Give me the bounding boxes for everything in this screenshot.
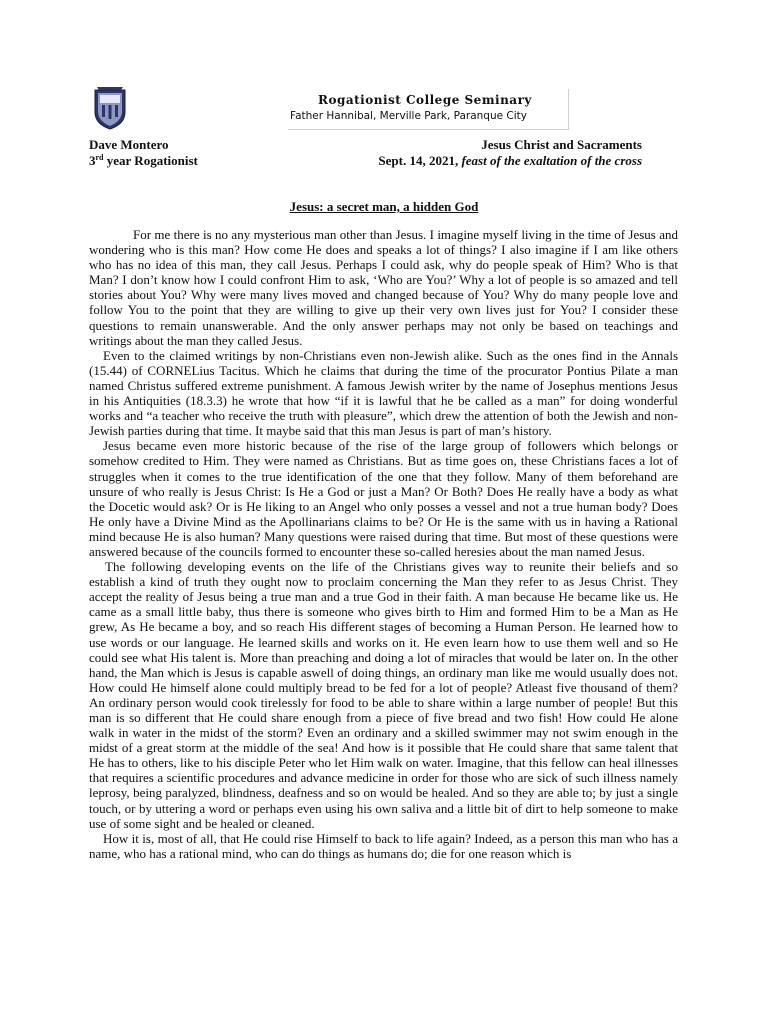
essay-paragraph-3: Jesus became even more historic because of the rise of the large group of followers which belongs or somehow credited to Him. They were named as Christians. But as time goes on, these Christians faces a lot of struggles when it comes to the true identification of the one that they follow. Many of them beforehand are unsure of who really is Jesus Christ: Is He a God or just a Man? Or Both? Does He really have a body as what the Docetic would ask? Or is He liking to an Angel who only posses a vessel and not a true human body? Does He only have a Divine Mind as the Apollinarians claims to be? Or He is the same with us in having a Rational mind because He is also human? Many questions were raised during that time. But most of these questions were answered because of the councils formed to encounter these so-called heresies about the man named Jesus. (89, 438, 678, 559)
course-date: Sept. 14, 2021, (378, 153, 462, 168)
author-year-suffix: rd (95, 153, 104, 162)
author-year (89, 153, 198, 169)
essay-paragraph-2: Even to the claimed writings by non-Christians even non-Jewish alike. Such as the ones find in the Annals (15.44) of CORNELius Tacitus. Which he claims that during the time of the procurator Pontius Pilate a man named Christus suffered extreme punishment. A famous Jewish writer by the name of Josephus mentions Jesus in his Antiquities (18.3.3) he wrote that how “if it is lawful that he be called as a man” for doing wonderful works and “a teacher who receive the truth with pleasure”, which drew the attention of both the Jewish and non-Jewish parties during that time. It maybe said that this man Jesus is part of man’s history. (89, 347, 678, 439)
essay-body (89, 227, 678, 861)
letterhead-horizontal-rule (288, 129, 569, 130)
essay-paragraph-1: For me there is no any mysterious man other than Jesus. I imagine myself living in the time of Jesus and wondering who is this man? How come He does and speaks a lot of things? I also imagine if I am like others who has no idea of this man, they call Jesus. Perhaps I could ask, why do people speak of Him? Who is that Man? I don’t know how I could confront Him to ask, ‘Who are You?’ Why a lot of people is so amazed and tell stories about You? Why were many lives moved and changed because of You? Why do many people love and follow You to the point that they are willing to give up their very own lives just for You? I consider these questions to remain unanswerable. And the only answer perhaps may not only be based on teachings and writings about the man they called Jesus. (89, 227, 678, 348)
letterhead-vertical-rule (568, 89, 569, 129)
author-name: Dave Montero (89, 137, 169, 152)
course-info (378, 137, 642, 169)
author-info (89, 137, 198, 169)
course-feast: feast of the exaltation of the cross (461, 153, 642, 168)
school-address: Father Hannibal, Merville Park, Paranque City (290, 110, 528, 122)
course-subject: Jesus Christ and Sacraments (481, 137, 642, 152)
author-year-number: 3 (89, 153, 96, 168)
school-name: Rogationist College Seminary (318, 93, 532, 107)
letterhead (93, 86, 571, 131)
essay-title: Jesus: a secret man, a hidden God (289, 199, 479, 214)
essay-paragraph-4: The following developing events on the life of the Christians gives way to reunite their beliefs and so establish a kind of truth they ought now to proclaim concerning the Man they refer to as Jesus Christ. They accept the reality of Jesus being a true man and a true God in their faith. A man because He became like us. He came as a small little baby, thus there is someone who gives birth to Him and formed Him to be a Man as He grew, As He became a boy, and so reach His different stages of becoming a Human Person. He learned how to use words or our language. He learned skills and works on it. He even learn how to use them well and so He could see what His talent is. More than preaching and doing a lot of miracles that would be later on. In the other hand, the Man which is Jesus is capable aswell of doing things, an ordinary man like me would usually does not. How could He himself alone could multiply bread to be fed for a lot of people? Atleast five thousand of them? An ordinary person would cook tirelessly for food to be able to share within a large number of people! But this man is so different that He could share enough from a piece of five bread and two fish! How could He alone walk in water in the midst of the storm? Even an ordinary and a skilled swimmer may not swim enough in the midst of a great storm at the middle of the sea! And how is it possible that He could share that same talent that He has to others, like to his disciple Peter who let Him walk on water. Imagine, that this fellow can heal illnesses that requires a scientific procedures and advance medicine in order for those who are sick of such illness namely leprosy, being paralyzed, blindness, deafness and so on would be healed. And so they are able to; by just a single touch, or by uttering a word or perhaps even using his own saliva and a little bit of dirt to help someone to make use of some sight and be healed or cleaned. (89, 559, 678, 831)
author-year-rest: year Rogationist (103, 153, 198, 168)
seminary-crest-logo (93, 86, 127, 130)
course-date-line (378, 153, 642, 169)
essay-paragraph-5: How it is, most of all, that He could rise Himself to back to life again? Indeed, as a person this man who has a name, who has a rational mind, who can do things as humans do; die for one reason which is (89, 830, 678, 861)
